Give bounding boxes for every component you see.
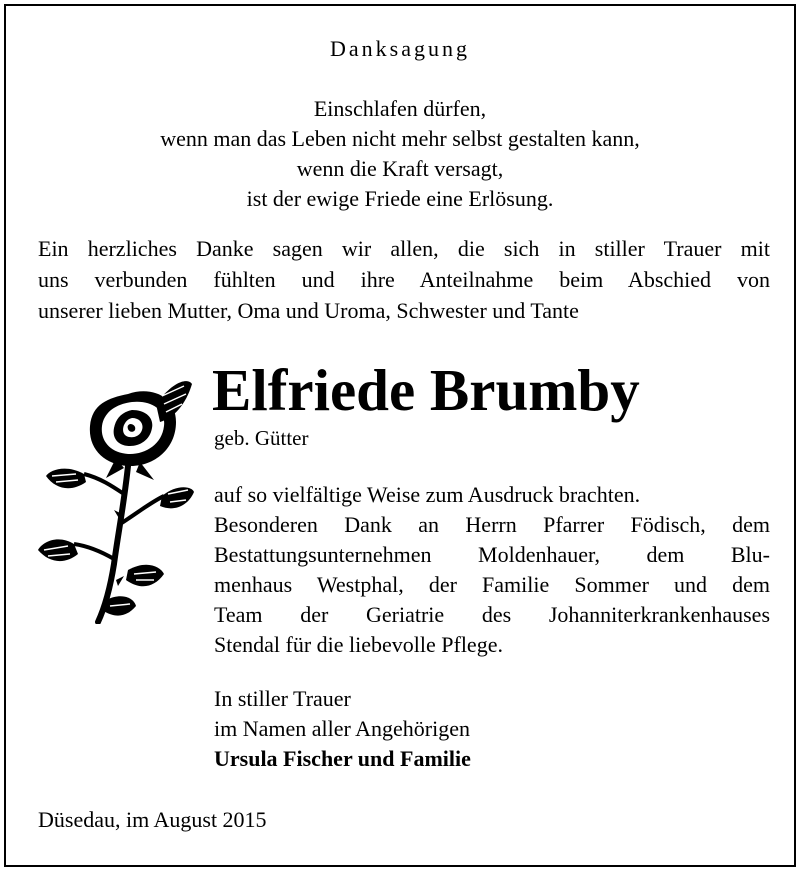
obituary-card <box>4 4 796 867</box>
place-date: Düsedau, im August 2015 <box>38 807 267 832</box>
signoff-line: im Namen aller Angehörigen <box>214 716 470 741</box>
poem-line: wenn man das Leben nicht mehr selbst gestalten kann, <box>160 126 640 151</box>
poem-line: wenn die Kraft versagt, <box>296 156 504 181</box>
thanks-line: menhaus Westphal, der Familie Sommer und dem <box>214 572 770 597</box>
deceased-name: Elfriede Brumby <box>212 357 640 423</box>
thanks-line: auf so vielfältige Weise zum Ausdruck brachten. <box>214 482 641 507</box>
poem <box>6 94 794 214</box>
heading: Danksagung <box>330 36 470 61</box>
birth-name: geb. Gütter <box>214 426 309 450</box>
thanks-line: Bestattungsunternehmen Moldenhauer, dem Blu- <box>214 542 770 567</box>
thanks-paragraph <box>214 480 770 660</box>
thanks-line: Stendal für die liebevolle Pflege. <box>214 632 503 657</box>
signatory: Ursula Fischer und Familie <box>214 746 471 771</box>
intro-line: Ein herzliches Danke sagen wir allen, die sich in stiller Trauer mit <box>38 236 770 261</box>
thanks-line: Team der Geriatrie des Johanniterkrankenhauses <box>214 602 770 627</box>
intro-paragraph <box>38 233 770 326</box>
thanks-line: Besonderen Dank an Herrn Pfarrer Födisch, dem <box>214 512 770 537</box>
intro-line: uns verbunden fühlten und ihre Anteilnahme beim Abschied von <box>38 267 770 292</box>
intro-line: unserer lieben Mutter, Oma und Uroma, Schwester und Tante <box>38 298 579 323</box>
signoff-line: In stiller Trauer <box>214 686 351 711</box>
poem-line: ist der ewige Friede eine Erlösung. <box>246 186 554 211</box>
signoff <box>214 684 471 774</box>
rose-icon <box>36 374 196 624</box>
poem-line: Einschlafen dürfen, <box>313 96 487 121</box>
